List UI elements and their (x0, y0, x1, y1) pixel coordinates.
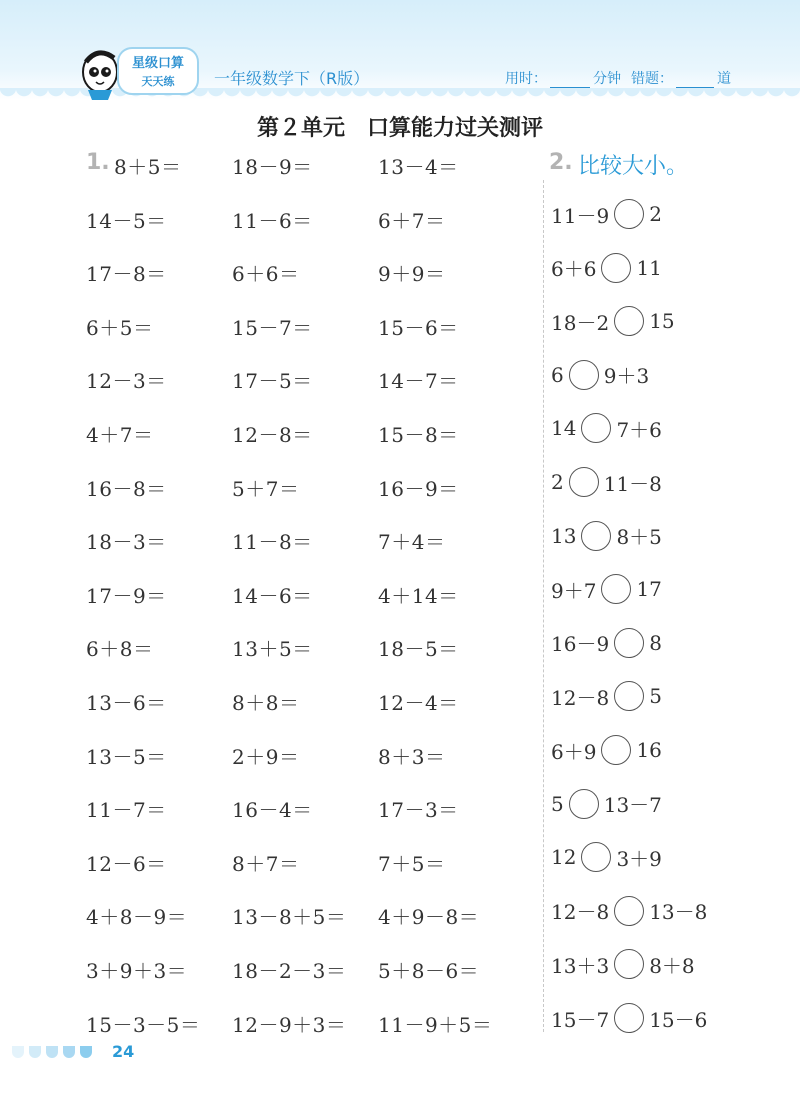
problem-r12-c1: 13－5＝ (86, 744, 167, 769)
footer-dot-4 (63, 1046, 75, 1058)
problem-r8-c1: 18－3＝ (86, 530, 167, 555)
problem-r1-c3: 13－4＝ (378, 155, 459, 179)
problem-r16-c2: 18－2－3＝ (232, 959, 347, 983)
answer-circle[interactable] (614, 949, 644, 979)
compare-right-expression: 17 (636, 577, 662, 602)
compare-left-expression: 12－8 (551, 685, 610, 710)
problem-r10-c3: 18－5＝ (378, 637, 459, 662)
time-blank[interactable] (550, 71, 590, 88)
compare-item-11 (551, 730, 662, 770)
answer-circle[interactable] (569, 789, 599, 819)
compare-left-expression: 6 (551, 362, 564, 387)
compare-item-9 (551, 623, 662, 663)
answer-circle[interactable] (614, 1003, 644, 1033)
time-error-record (505, 68, 731, 88)
compare-left-expression: 2 (551, 470, 564, 494)
compare-left-expression: 11－9 (551, 203, 610, 228)
compare-left-expression: 12 (551, 845, 577, 870)
compare-right-expression: 15 (649, 309, 675, 334)
problem-r5-c2: 17－5＝ (232, 369, 313, 394)
page-number: 24 (112, 1042, 135, 1061)
time-label: 用时： (505, 71, 547, 87)
logo-text-line2: 天天练 (141, 75, 175, 88)
problem-r11-c2: 8＋8＝ (232, 691, 300, 715)
problem-r17-c1: 15－3－5＝ (86, 1012, 201, 1037)
compare-right-expression: 5 (649, 684, 662, 709)
answer-circle[interactable] (581, 842, 611, 872)
compare-item-6 (551, 462, 662, 502)
problem-r17-c2: 12－9＋3＝ (232, 1012, 347, 1037)
problem-r5-c1: 12－3＝ (86, 369, 167, 394)
problem-r9-c3: 4＋14＝ (378, 583, 459, 608)
answer-circle[interactable] (569, 360, 599, 390)
problem-r3-c2: 6＋6＝ (232, 262, 300, 287)
compare-item-14 (551, 891, 707, 931)
problem-r6-c3: 15－8＝ (378, 423, 459, 447)
answer-circle[interactable] (614, 199, 644, 229)
problem-r14-c3: 7＋5＝ (378, 851, 446, 876)
problem-r3-c3: 9＋9＝ (378, 262, 446, 287)
problem-r11-c1: 13－6＝ (86, 691, 167, 715)
problem-r3-c1: 17－8＝ (86, 262, 167, 287)
problem-r4-c2: 15－7＝ (232, 315, 313, 340)
answer-circle[interactable] (614, 628, 644, 658)
compare-right-expression: 11－8 (603, 471, 662, 496)
compare-left-expression: 5 (551, 791, 564, 816)
problem-r4-c1: 6＋5＝ (86, 315, 154, 340)
section-divider (543, 180, 544, 1032)
compare-right-expression: 9＋3 (603, 364, 650, 389)
section2-title: 比较大小。 (578, 154, 689, 179)
compare-item-12 (551, 784, 662, 824)
footer-dot-5 (80, 1046, 92, 1058)
problem-r12-c2: 2＋9＝ (232, 744, 300, 769)
compare-right-expression: 8＋5 (616, 525, 662, 550)
compare-item-16 (551, 998, 707, 1038)
compare-right-expression: 7＋6 (616, 417, 662, 442)
compare-left-expression: 15－7 (551, 1007, 610, 1032)
problem-r7-c3: 16－9＝ (378, 476, 459, 501)
problem-r15-c1: 4＋8－9＝ (86, 905, 188, 930)
problem-r8-c3: 7＋4＝ (378, 530, 446, 555)
problem-r10-c2: 13＋5＝ (232, 637, 313, 662)
problem-r16-c3: 5＋8－6＝ (378, 959, 480, 983)
minute-label: 分钟 (593, 71, 621, 87)
footer-dots (12, 1046, 97, 1058)
answer-circle[interactable] (581, 413, 611, 443)
compare-right-expression: 8＋8 (649, 953, 695, 978)
answer-circle[interactable] (569, 467, 599, 497)
compare-item-5 (551, 408, 662, 448)
compare-item-10 (551, 676, 662, 716)
compare-right-expression: 3＋9 (616, 846, 662, 871)
compare-right-expression: 13－8 (649, 900, 708, 925)
answer-circle[interactable] (601, 735, 631, 765)
compare-left-expression: 6＋6 (551, 257, 597, 282)
section1-number: 1. (86, 150, 110, 175)
problem-r2-c2: 11－6＝ (232, 208, 313, 233)
compare-right-expression: 11 (636, 255, 662, 280)
mascot-logo (78, 42, 218, 102)
problem-r16-c1: 3＋9＋3＝ (86, 959, 188, 983)
compare-left-expression: 6＋9 (551, 739, 597, 764)
problem-r7-c1: 16－8＝ (86, 476, 167, 501)
answer-circle[interactable] (614, 896, 644, 926)
problem-r11-c3: 12－4＝ (378, 691, 459, 715)
answer-circle[interactable] (614, 681, 644, 711)
compare-item-13 (551, 837, 662, 877)
problem-r1-c1: 8＋5＝ (114, 155, 182, 179)
compare-left-expression: 14 (551, 416, 577, 441)
problem-r5-c3: 14－7＝ (378, 369, 459, 394)
compare-item-3 (551, 301, 675, 341)
problem-r4-c3: 15－6＝ (378, 315, 459, 340)
section2-number: 2. (549, 150, 573, 175)
compare-right-expression: 2 (649, 202, 662, 226)
compare-left-expression: 16－9 (551, 632, 610, 657)
problem-r14-c1: 12－6＝ (86, 851, 167, 876)
problem-r8-c2: 11－8＝ (232, 530, 313, 555)
problem-r14-c2: 8＋7＝ (232, 851, 300, 876)
problem-r17-c3: 11－9＋5＝ (378, 1012, 493, 1037)
answer-circle[interactable] (581, 521, 611, 551)
problem-r15-c3: 4＋9－8＝ (378, 905, 480, 930)
compare-left-expression: 13 (551, 523, 577, 548)
errors-label: 错题： (631, 71, 673, 87)
problem-r9-c2: 14－6＝ (232, 583, 313, 608)
problem-r7-c2: 5＋7＝ (232, 476, 300, 501)
compare-right-expression: 8 (649, 630, 662, 655)
problem-r15-c2: 13－8＋5＝ (232, 905, 347, 930)
compare-item-8 (551, 569, 662, 609)
compare-left-expression: 13＋3 (551, 953, 610, 978)
compare-item-1 (551, 194, 662, 234)
grade-title: 一年级数学下（R版） (214, 69, 370, 88)
problem-r2-c1: 14－5＝ (86, 208, 167, 233)
item-unit-label: 道 (717, 71, 731, 87)
compare-right-expression: 16 (636, 738, 662, 762)
problem-r6-c1: 4＋7＝ (86, 423, 154, 447)
footer-dot-3 (46, 1046, 58, 1058)
problem-r9-c1: 17－9＝ (86, 583, 167, 608)
compare-right-expression: 15－6 (649, 1007, 708, 1032)
problem-r1-c2: 18－9＝ (232, 155, 313, 179)
problem-r13-c3: 17－3＝ (378, 798, 459, 823)
problem-r12-c3: 8＋3＝ (378, 744, 446, 769)
compare-item-7 (551, 516, 662, 556)
compare-right-expression: 13－7 (603, 793, 662, 818)
compare-left-expression: 18－2 (551, 310, 610, 335)
answer-circle[interactable] (614, 306, 644, 336)
compare-item-2 (551, 248, 662, 288)
footer-dot-2 (29, 1046, 41, 1058)
compare-left-expression: 9＋7 (551, 578, 597, 603)
problem-r13-c1: 11－7＝ (86, 798, 167, 823)
compare-item-4 (551, 355, 649, 395)
compare-item-15 (551, 944, 695, 984)
problem-r6-c2: 12－8＝ (232, 423, 313, 447)
compare-left-expression: 12－8 (551, 900, 610, 925)
problem-r2-c3: 6＋7＝ (378, 208, 446, 233)
problem-r13-c2: 16－4＝ (232, 798, 313, 823)
errors-blank[interactable] (676, 71, 714, 88)
logo-text-line1: 星级口算 (131, 56, 185, 71)
problem-r10-c1: 6＋8＝ (86, 637, 154, 662)
unit-title: 第２单元 口算能力过关测评 (256, 116, 543, 141)
answer-circle[interactable] (601, 253, 631, 283)
footer-dot-1 (12, 1046, 24, 1058)
answer-circle[interactable] (601, 574, 631, 604)
